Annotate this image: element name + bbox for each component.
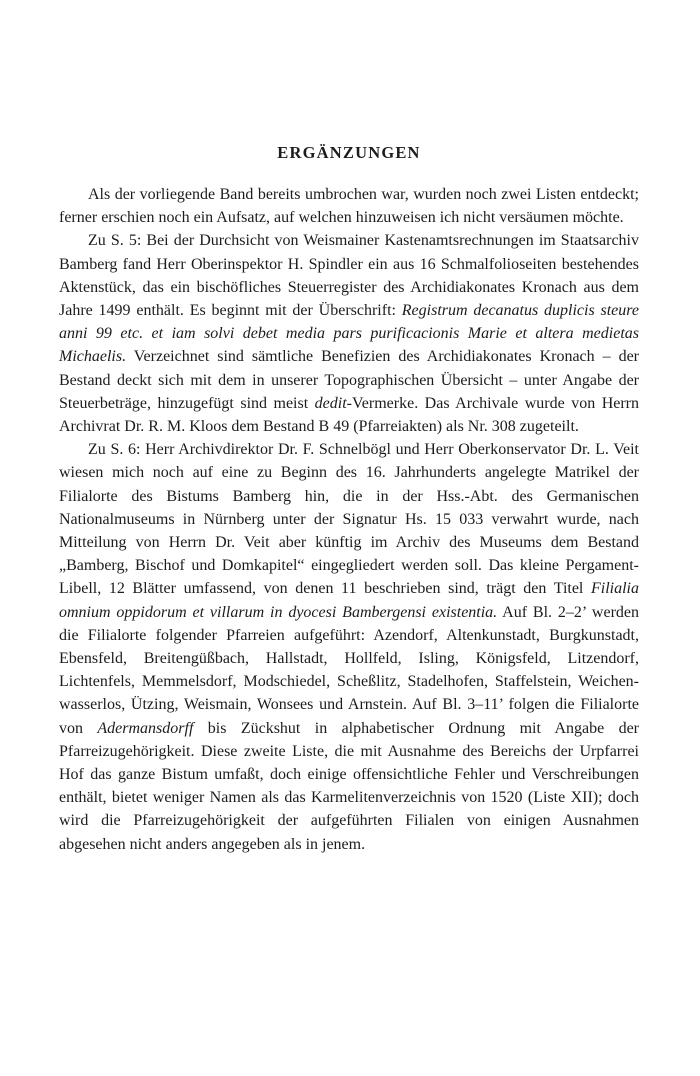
- paragraph-intro: [59, 183, 639, 229]
- text-segment: Als der vorliegende Band bereits umbrochen war, wurden noch zwei Listen entdeckt; ferner erschien noch ein Aufsatz, auf welchen hinzuweisen ich nicht versäumen möchte.: [59, 186, 639, 227]
- text-segment: -Vermerke. Das Archivale wurde von Herrn Archivrat Dr. R. M. Kloos dem Bestand B 49 (Pfarreiakten) als Nr. 308 zugeteilt.: [59, 394, 640, 436]
- text-segment: bis Zückshut in alphabetischer Ordnung mit Angabe der Pfarreizugehörigkeit. Diese zweite Liste, die mit Ausnahme des Bereichs der Urpfarrei Hof das ganze Bistum umfaßt, doch einige offensichtliche Fehler und Verschreibungen enthält, bietet weniger Namen als das Karmelitenverzeichnis von 1520 (Liste XII); doch wird die Pfarreizugehörigkeit der aufgeführten Filialen von einigen Ausnahmen abgesehen nicht anders angegeben als in jenem.: [59, 719, 640, 853]
- italic-segment: Filialia omnium oppidorum et villarum in dyocesi Bambergensi existentia.: [59, 580, 639, 621]
- paragraph-zu-s5: [59, 229, 639, 438]
- page-content: [59, 141, 639, 856]
- text-segment: Zu S. 6: Herr Archivdirektor Dr. F. Schnelbögl und Herr Oberkonservator Dr. L. Veit wiesen mich noch auf eine zu Beginn des 16. Jahrhunderts angelegte Matrikel der Filialorte des Bistums Bamberg hin, die in der Hss.-Abt. des Germanischen Nationalmuseums in Nürnberg unter der Signatur Hs. 15 033 verwahrt wurde, nach Mitteilung von Herrn Dr. Veit aber künftig im Archiv des Museums dem Bestand „Bamberg, Bischof und Domkapitel“ eingegliedert werden soll. Das kleine Pergament-Libell, 12 Blätter umfassend, von denen 11 beschrieben sind, trägt den Titel: [59, 441, 639, 598]
- text-segment: Auf Bl. 2–2’ werden die Filialorte folgender Pfarreien aufgeführt: Azendorf, Altenkunstadt, Burgkunstadt, Ebensfeld, Breitengüßbach, Hallstadt, Hollfeld, Isling, Königsfeld, Litzendorf, Lichtenfels, Memmelsdorf, Modschiedel, Scheßlitz, Stadelhofen, Staffelstein, Weichenwasserlos, Ützing, Weismain, Wonsees und Arnstein. Auf Bl. 3–11’ folgen die Filialorte von: [59, 603, 639, 737]
- text-segment: Verzeichnet sind sämtliche Benefizien des Archidiakonates Kronach – der Bestand deckt sich mit dem in unserer Topographischen Übersicht – unter Angabe der Steuerbeträge, hinzugefügt sind meist: [59, 348, 639, 412]
- italic-segment: Registrum decanatus duplicis steure anni 99 etc. et iam solvi debet media pars purificacionis Marie et altera medietas Michaelis.: [59, 302, 640, 366]
- paragraph-zu-s6: [59, 438, 639, 856]
- italic-segment: dedit: [314, 394, 347, 412]
- text-segment: Zu S. 5: Bei der Durchsicht von Weismainer Kastenamtsrechnungen im Staatsarchiv Bamberg fand Herr Oberinspektor H. Spindler ein aus 16 Schmalfolioseiten bestehendes Aktenstück, das ein bischöfliches Steuerregister des Archidiakonates Kronach aus dem Jahre 1499 enthält. Es beginnt mit der Überschrift:: [59, 232, 639, 320]
- page-heading: ERGÄNZUNGEN: [277, 143, 421, 162]
- italic-segment: Adermansdorff: [97, 719, 194, 737]
